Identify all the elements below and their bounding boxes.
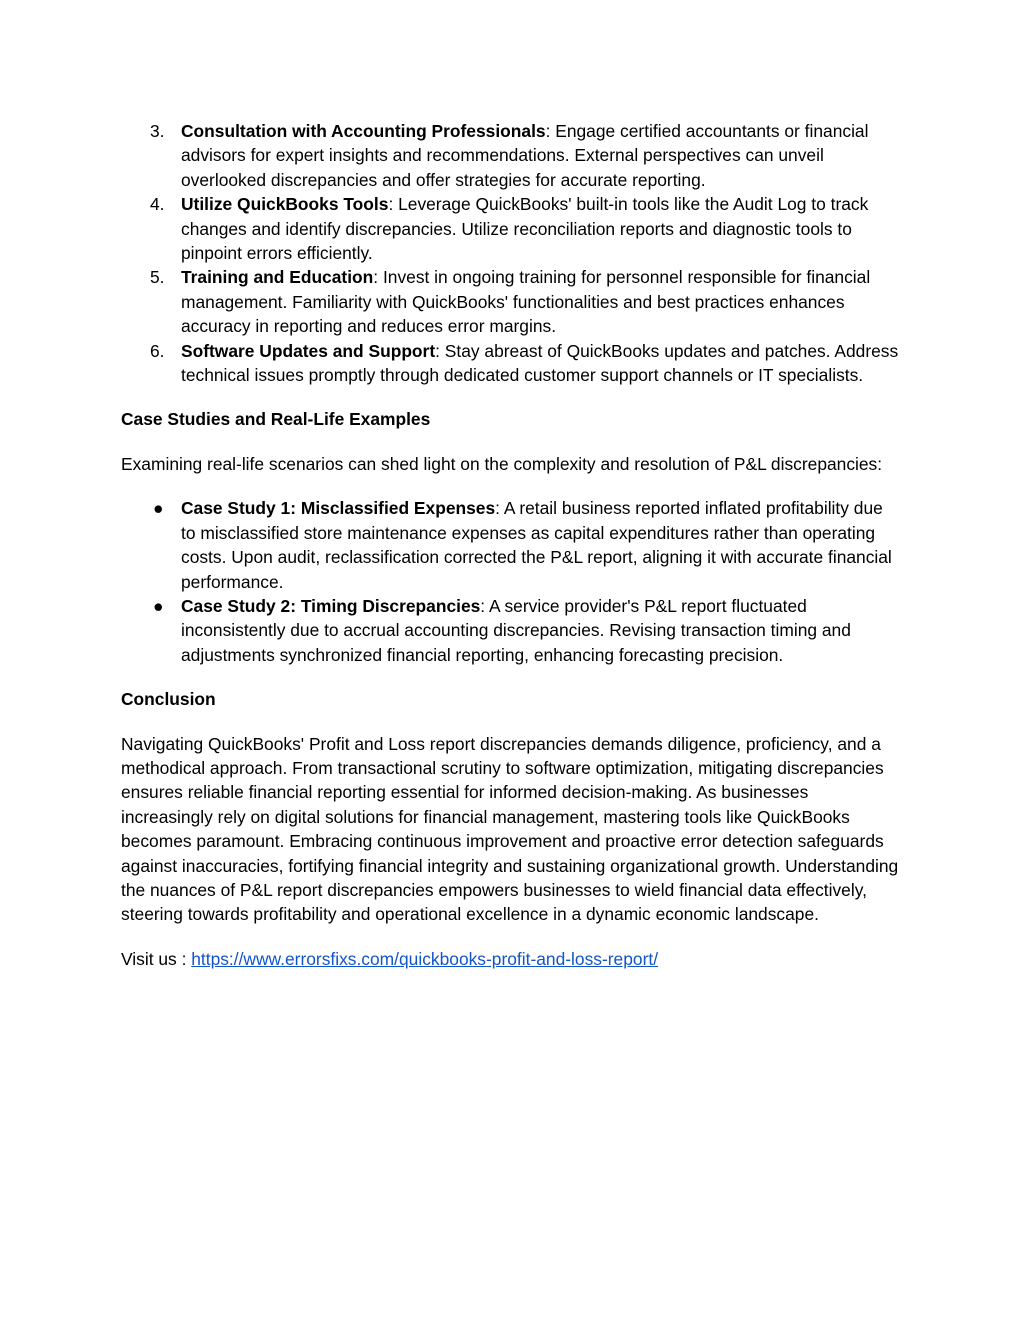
case-studies-intro: Examining real-life scenarios can shed light on the complexity and resolution of P&L discrepancies: [121, 453, 883, 474]
website-link[interactable]: https://www.errorsfixs.com/quickbooks-profit-and-loss-report/ [191, 948, 659, 969]
list-item [121, 594, 901, 667]
visit-line [121, 947, 901, 971]
bullet-icon: ● [153, 595, 164, 616]
list-item [121, 496, 901, 594]
list-item-title: Consultation with Accounting Professionals [181, 121, 546, 141]
list-item-text: : Stay abreast of QuickBooks updates and patches. Address technical issues promptly through dedicated customer support channels or IT specialists. [181, 340, 899, 386]
list-item [121, 192, 901, 265]
case-study-title: Case Study 2: Timing Discrepancies [181, 595, 481, 616]
case-study-text: : A service provider's P&L report fluctuated inconsistently due to accrual accounting discrepancies. Revising transaction timing and adjustments synchronized financial reporting, enhancing forecasting precision. [181, 595, 851, 665]
spacer [121, 712, 901, 732]
case-study-title: Case Study 1: Misclassified Expenses [181, 498, 496, 519]
case-study-text: : A retail business reported inflated profitability due to misclassified store maintenance expenses as capital expenditures rather than operating costs. Upon audit, reclassification corrected the P&L report, aligning it with accurate financial performance. [181, 498, 892, 592]
list-item [121, 339, 901, 388]
visit-label: Visit us : [121, 948, 192, 969]
case-studies-heading: Case Studies and Real-Life Examples [121, 409, 431, 430]
spacer [121, 476, 901, 496]
list-item-text: : Engage certified accountants or financial advisors for expert insights and recommendations. External perspectives can unveil overlooked discrepancies and offer strategies for accurate reporting. [181, 121, 869, 190]
list-number: 5. [150, 267, 165, 288]
list-item [121, 265, 901, 338]
list-item-title: Software Updates and Support [181, 340, 436, 361]
list-item-text: : Leverage QuickBooks' built-in tools like the Audit Log to track changes and identify discrepancies. Utilize reconciliation reports and diagnostic tools to pinpoint errors efficiently. [181, 194, 869, 264]
spacer [121, 432, 901, 452]
spacer [121, 667, 901, 687]
numbered-list [121, 119, 901, 387]
list-item-text: : Invest in ongoing training for personnel responsible for financial management. Familiarity with QuickBooks' functionalities and best practices enhances accuracy in reporting and reduces error margins. [181, 267, 871, 337]
conclusion-heading: Conclusion [121, 689, 216, 710]
document-content [121, 119, 901, 971]
list-item-title: Training and Education [181, 267, 374, 288]
spacer [121, 387, 901, 407]
list-number: 3. [150, 121, 165, 141]
spacer [121, 927, 901, 947]
bullet-list [121, 496, 901, 667]
list-item [121, 119, 901, 192]
bullet-icon: ● [153, 498, 164, 519]
conclusion-body: Navigating QuickBooks' Profit and Loss report discrepancies demands diligence, proficiency, and a methodical approach. From transactional scrutiny to software optimization, mitigating discrepancies ensures reliable financial reporting essential for informed decision-making. As businesses increasingly rely on digital solutions for financial management, mastering tools like QuickBooks becomes paramount. Embracing continuous improvement and proactive error detection safeguards against inaccuracies, fortifying financial integrity and sustaining organizational growth. Understanding the nuances of P&L report discrepancies empowers businesses to wield financial data effectively, steering towards profitability and operational excellence in a dynamic economic landscape. [121, 733, 899, 925]
list-item-title: Utilize QuickBooks Tools [181, 194, 389, 215]
list-number: 6. [150, 340, 165, 361]
list-number: 4. [150, 194, 165, 215]
